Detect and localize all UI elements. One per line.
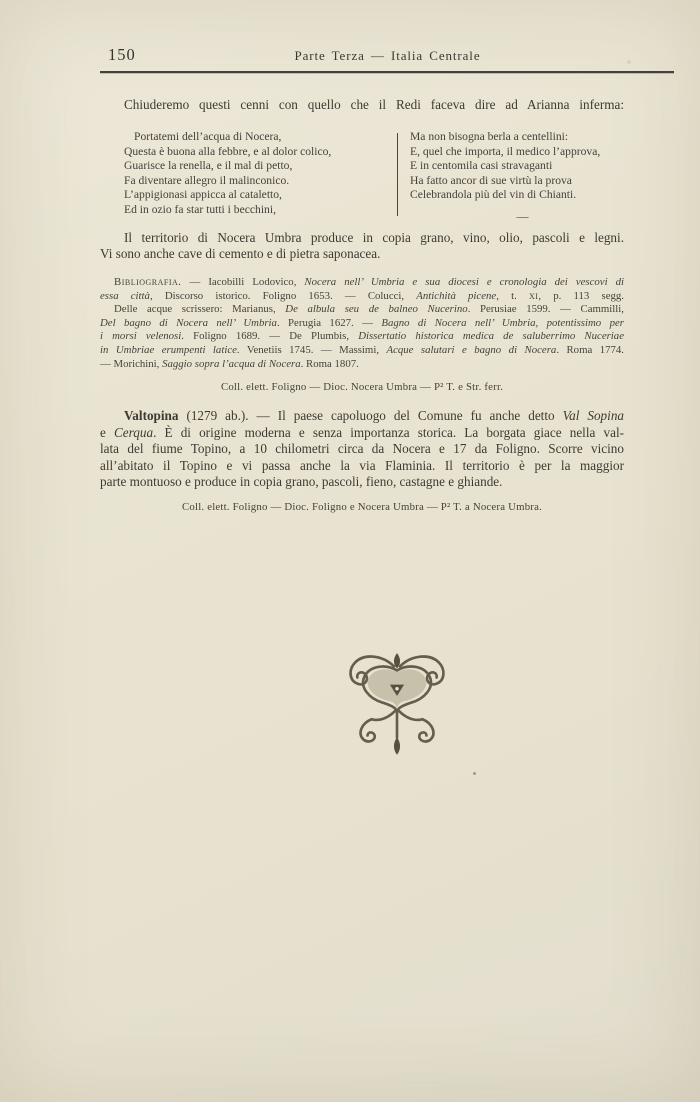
text-line: — Morichini, Saggio sopra l’acqua di Nocera. Roma 1807. (100, 357, 359, 370)
verse-line: Guarisce la renella, e il mal di petto, (124, 159, 293, 173)
header-rule (100, 71, 674, 73)
text-line: Il territorio di Nocera Umbra produce in copia grano, vino, olio, pascoli e legni. (124, 230, 624, 245)
page-number: 150 (108, 45, 136, 64)
verse-end-dash: — (516, 209, 529, 223)
verse-line: E, quel che importa, il medico l’approva, (410, 144, 601, 158)
verse-line: Ma non bisogna berla a centellini: (410, 130, 569, 143)
verse-right-column (410, 130, 635, 203)
text-line: Delle acque scrissero: Marianus, De albula seu de balneo Nucerino. Perusiae 1599. — Cammilli, (114, 303, 624, 316)
verse-line: E in centomila casi stravaganti (410, 159, 553, 173)
electoral-college-line-2: Coll. elett. Foligno — Dioc. Foligno e Nocera Umbra — P² T. a Nocera Umbra. (182, 501, 542, 513)
verse-line: Ha fatto ancor di sue virtù la prova (410, 173, 572, 187)
text-line: parte montuoso e produce in copia grano, pascoli, fieno, castagne e ghiande. (100, 474, 503, 490)
text-line: Vi sono anche cave di cemento e di pietra saponacea. (100, 246, 381, 261)
bibliography-paragraph (100, 276, 624, 371)
text-line: Valtopina (1279 ab.). — Il paese capoluogo del Comune fu anche detto Val Sopina (124, 408, 625, 423)
verse-left-column (124, 130, 396, 218)
verse-line: Portatemi dell’acqua di Nocera, (134, 130, 282, 143)
valtopina-paragraph (100, 408, 624, 491)
verse-line: Celebrandola più del vin di Chianti. (410, 188, 577, 202)
verse-line: Ed in ozio fa star tutti i becchini, (124, 202, 276, 216)
text-line: Chiuderemo questi cenni con quello che il Redi faceva dire ad Arianna inferma: (124, 97, 624, 112)
verse-line: Questa è buona alla febbre, e al dolor colico, (124, 144, 332, 158)
intro-paragraph (100, 96, 624, 113)
fleuron-ornament-icon (336, 650, 458, 762)
text-line: all’abitato il Topino e vi passa anche la via Flaminia. Il territorio è per la maggior (100, 457, 624, 473)
verse-column-divider (397, 133, 398, 216)
text-line: Del bagno di Nocera nell’ Umbria. Perugia 1627. — Bagno di Nocera nell’ Umbria, potentissimo per (100, 316, 624, 329)
territory-paragraph (100, 230, 624, 262)
electoral-college-line-1: Coll. elett. Foligno — Dioc. Nocera Umbra — P² T. e Str. ferr. (220, 381, 504, 393)
verse-line: L’appigionasi appicca al cataletto, (124, 188, 282, 202)
paper-speck (473, 772, 476, 775)
text-line: Bibliografia. — Iacobilli Lodovico, Nocera nell’ Umbria e sua diocesi e cronologia dei vescovi di (114, 276, 624, 288)
text-line: essa città, Discorso istorico. Foligno 1653. — Colucci, Antichità picene, t. xi, p. 113 segg. (100, 289, 624, 302)
page-header (100, 45, 675, 65)
text-line: in Umbriae erumpenti latice. Venetiis 1745. — Massimi, Acque salutari e bagno di Nocera. Roma 1774. (100, 343, 625, 356)
paper-speck (627, 60, 631, 64)
running-title: Parte Terza — Italia Centrale (294, 48, 481, 63)
text-line: e Cerqua. È di origine moderna e senza importanza storica. La borgata giace nella val- (100, 424, 625, 440)
text-line: i morsi velenosi. Foligno 1689. — De Plumbis, Dissertatio historica medica de saluberrimo Nuceriae (100, 330, 625, 343)
text-line: lata del fiume Topino, a 10 chilometri circa da Nocera e 17 da Foligno. Scorre vicino (100, 441, 624, 457)
verse-line: Fa diventare allegro il malinconico. (124, 173, 290, 187)
